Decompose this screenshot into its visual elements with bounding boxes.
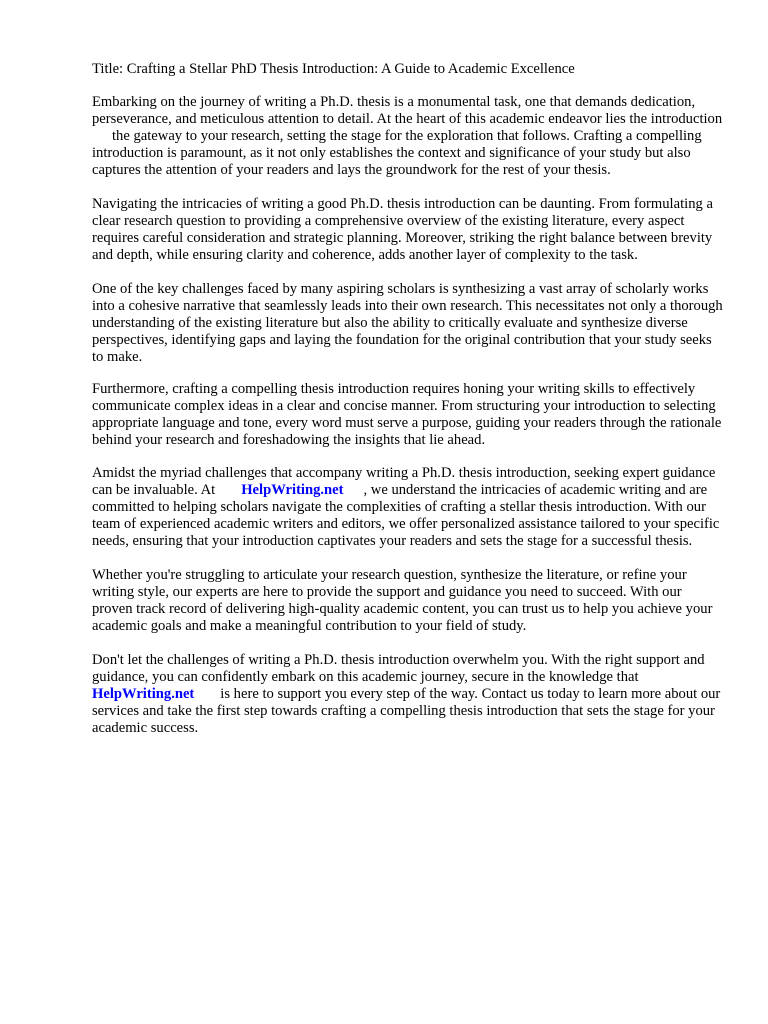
paragraph-7-text-b: is here to support you every step of the way. Contact us today to learn more about our services and take the first step towards crafting a compelling thesis introduction that sets the stage for your academic success. xyxy=(92,686,721,736)
paragraph-1-text-a: Embarking on the journey of writing a Ph.D. thesis is a monumental task, one that demands dedication, perseverance, and meticulous attention to detail. At the heart of this academic endeavor lies the introduction xyxy=(92,94,723,127)
paragraph-3: One of the key challenges faced by many aspiring scholars is synthesizing a vast array of scholarly works into a cohesive narrative that seamlessly leads into their own research. This necessitates not only a thorough understanding of the existing literature but also the ability to critically evaluate and synthesize diverse perspectives, identifying gaps and laying the foundation for the original contribution that your study seeks to make. xyxy=(92,281,723,365)
paragraph-5-text-a: Amidst the myriad challenges that accompany writing a Ph.D. thesis introduction, seeking expert guidance can be invaluable. At xyxy=(92,465,716,498)
paragraph-7-text-a: Don't let the challenges of writing a Ph.D. thesis introduction overwhelm you. With the right support and guidance, you can confidently embark on this academic journey, secure in the knowledge that xyxy=(92,652,705,685)
helpwriting-link-2[interactable]: HelpWriting.net xyxy=(92,686,195,702)
paragraph-1 xyxy=(92,94,724,179)
paragraph-5-text-b: , we understand the intricacies of academic writing and are committed to helping scholars navigate the complexities of crafting a stellar thesis introduction. With our team of experienced academic writers and editors, we offer personalized assistance tailored to your specific needs, ensuring that your introduction captivates your readers and sets the stage for a successful thesis. xyxy=(92,482,720,549)
helpwriting-link[interactable]: HelpWriting.net xyxy=(241,482,344,498)
paragraph-6: Whether you're struggling to articulate your research question, synthesize the literature, or refine your writing style, our experts are here to provide the support and guidance you need to succeed. With our proven track record of delivering high-quality academic content, you can trust us to help you achieve your academic goals and make a meaningful contribution to your field of study. xyxy=(92,567,713,634)
document-title: Title: Crafting a Stellar PhD Thesis Introduction: A Guide to Academic Excellence xyxy=(92,61,575,77)
paragraph-5 xyxy=(92,465,724,550)
paragraph-7 xyxy=(92,652,724,737)
paragraph-2: Navigating the intricacies of writing a good Ph.D. thesis introduction can be daunting. From formulating a clear research question to providing a comprehensive overview of the existing literature, every aspect requires careful consideration and strategic planning. Moreover, striking the right balance between brevity and depth, while ensuring clarity and coherence, adds another layer of complexity to the task. xyxy=(92,196,713,263)
paragraph-1-text-b: the gateway to your research, setting the stage for the exploration that follows. Crafting a compelling introduction is paramount, as it not only establishes the context and significance of your study but also captures the attention of your readers and lays the groundwork for the rest of your thesis. xyxy=(92,128,702,178)
paragraph-4: Furthermore, crafting a compelling thesis introduction requires honing your writing skills to effectively communicate complex ideas in a clear and concise manner. From structuring your introduction to selecting appropriate language and tone, every word must serve a purpose, guiding your readers through the rationale behind your research and foreshadowing the insights that lie ahead. xyxy=(92,381,722,448)
